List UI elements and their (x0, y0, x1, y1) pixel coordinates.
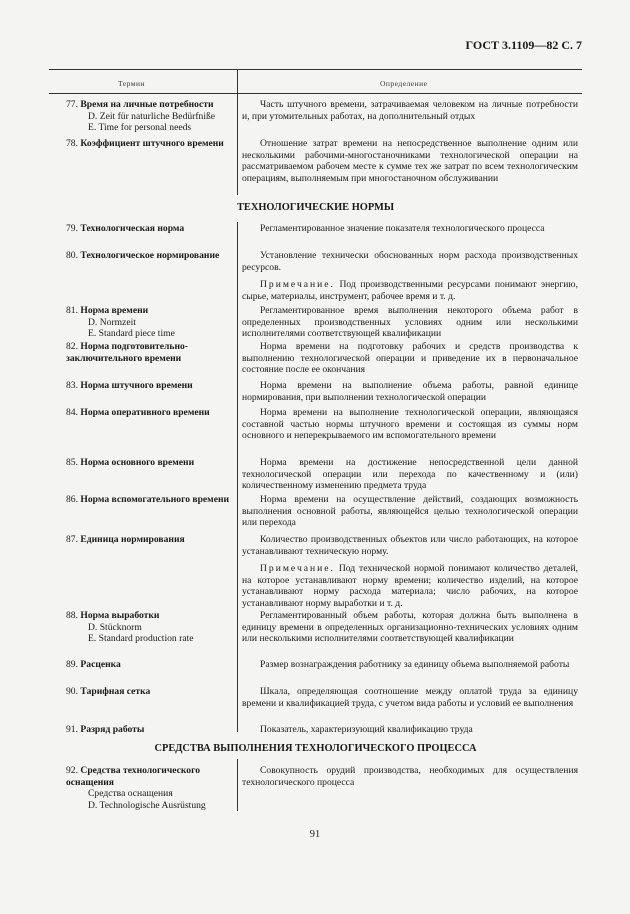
document-page: ГОСТ 3.1109—82 С. 7 Термин Определение 77. Время на личные потребности D. Zeit für naturliche Bedürfniße E. Time for personal needs Часть штучного времени, затрачиваемая человеком на личные потребности и, при утомительных работах, на дополнительный отдых 78. Коэффициент штучного времени Отношение затрат времени на непосредственное выполнение одним или несколькими рабочими-многостаночниками технологической операции на рассматриваемом рабочем месте к сумме тех же затрат по всем технологическим операциям, выполняемым при многостаночном обслуживании ТЕХНОЛОГИЧЕСКИЕ НОРМЫ 79. Технологическая норма Регламентированное значение показателя технологического процесса 80. Технологическое нормирование Установление технически обоснованных норм расхода производственных ресурсов. Примечание. Под производственными ресурсами понимают энергию, сырье, материалы, инструмент, рабочее время и т. д. 81. Норма времени D. Normzeit E. Standard piece time Регламентированное время выполнения некоторого объема работ в определенных производственных условиях одним или несколькими исполнителями соответствующей квалификации 82. Норма подготовительно-заключительного времени Норма времени на подготовку рабочих и средств производства к выполнению технологической операции и приведение их в первоначальное состояние после ее окончания 83. Норма штучного времени Норма времени на выполнение объема работы, равной единице нормирования, при выполнении технологической операции 84. Норма оперативного времени Норма времени на выполнение технологической операции, являющаяся составной частью нормы штучного времени и состоящая из суммы норм основного и неперекрываемого им вспомогательного времени 85. Норма основного времени Норма времени на достижение непосредственной цели данной технологической операции или перехода по качественному и (или) количественному изменению предмета труда 86. Норма вспомогательного времени Норма времени на осуществление действий, создающих возможность выполнения основной работы, являющейся целью технологической операции или перехода 87. Единица нормирования Количество производственных объектов или число работающих, на которое устанавливают техническую норму. Примечание. Под технической нормой понимают количество деталей, на которое устанавливают норму времени; количество изделий, на которое устанавливают норму расхода материала; число рабочих, на которое устанавливают норму выработки и т. д. 88. Норма выработки D. Stücknorm E. Standard production rate Регламентированный объем работы, которая должна быть выполнена в единицу времени в определенных организационно-технических условиях одним или несколькими исполнителями соответствующей квалификации 89. Расценка Размер вознаграждения работнику за единицу объема выполняемой работы 90. Тарифная сетка Шкала, определяющая соотношение между оплатой труда за единицу времени и квалификацией труда, с учетом вида работы и условий ее выполнения 91. Разряд работы Показатель, характеризующий квалификацию труда СРЕДСТВА ВЫПОЛНЕНИЯ ТЕХНОЛОГИЧЕСКОГО ПРОЦЕССА 92. Средства технологического оснащения Средства оснащения D. Technologische Ausrüstung Совокупность орудий производства, необходимых для осуществления технологического процесса 91 (0, 0, 630, 914)
table-top-rule (49, 69, 582, 70)
term-name: Разряд работы (80, 724, 145, 735)
term-name: Время на личные потребности (80, 99, 214, 110)
term-name: Средства технологического оснащения (66, 765, 200, 788)
term-definition: Отношение затрат времени на непосредственное выполнение одним или несколькими рабочими-многостаночниками технологической операции на рассматриваемом рабочем месте к сумме тех же затрат по всем технологическим операциям, выполняемым при многостаночном обслуживании (242, 138, 578, 184)
term-name: Технологическая норма (80, 223, 185, 234)
page-number: 91 (309, 829, 321, 840)
column-header-term: Термин (118, 79, 146, 88)
note-text: Под технической нормой понимают количество деталей, на которое устанавливают норму времени; количество изделий, на которое устанавливают норму расхода материала; число рабочих, на которое устанавливают норму выработки и т. д. (242, 563, 578, 609)
note-label: Примечание. (260, 563, 335, 575)
term-definition: Норма времени на подготовку рабочих и средств производства к выполнению технологической операции и приведение их в первоначальное состояние после ее окончания (242, 341, 578, 376)
term-name: Норма основного времени (80, 457, 195, 468)
column-divider (237, 759, 238, 811)
document-header: ГОСТ 3.1109—82 С. 7 (465, 38, 582, 52)
term-definition: Шкала, определяющая соотношение между оплатой труда за единицу времени и квалификацией труда, с учетом вида работы и условий ее выполнения (242, 686, 578, 709)
term-name: Норма вспомогательного времени (80, 494, 230, 505)
term-name: Расценка (80, 659, 121, 670)
term-name: Единица нормирования (80, 534, 185, 545)
term-name: Норма времени (80, 305, 149, 316)
term-name: Коэффициент штучного времени (80, 138, 224, 149)
term-name: Тарифная сетка (80, 686, 151, 697)
term-name: Норма оперативного времени (80, 407, 210, 418)
term-definition: Норма времени на осуществление действий, создающих возможность выполнения основной работы, являющейся целью технологической операции или перехода (242, 494, 578, 529)
term-definition: Регламентированное значение показателя технологического процесса (260, 223, 545, 234)
note-text: Под производственными ресурсами понимают энергию, сырье, материалы, инструмент, рабочее время и т. д. (242, 279, 578, 302)
column-divider (237, 222, 238, 732)
term-definition: Совокупность орудий производства, необходимых для осуществления технологического процесса (242, 765, 578, 788)
column-divider (237, 69, 238, 195)
term-definition: Регламентированный объем работы, которая должна быть выполнена в единицу времени в определенных организационно-технических условиях одним или несколькими исполнителями соответствующей квалификации (242, 610, 578, 645)
section-heading: СРЕДСТВА ВЫПОЛНЕНИЯ ТЕХНОЛОГИЧЕСКОГО ПРОЦЕССА (154, 743, 477, 754)
section-heading: ТЕХНОЛОГИЧЕСКИЕ НОРМЫ (236, 202, 395, 213)
term-definition: Показатель, характеризующий квалификацию труда (260, 724, 473, 735)
term-definition: Норма времени на достижение непосредственной цели данной технологической операции или перехода по качественному и (или) количественному изменению предмета труда (242, 457, 578, 492)
term-name: Норма штучного времени (80, 380, 193, 391)
term-name: Норма подготовительно-заключительного времени (66, 341, 189, 364)
term-definition: Норма времени на выполнение технологической операции, являющаяся составной частью нормы штучного времени и состоящая из суммы норм основного и неперекрываемого им вспомогательного времени (242, 407, 578, 442)
term-definition: Регламентированное время выполнения некоторого объема работ в определенных производственных условиях одним или несколькими исполнителями соответствующей квалификации (242, 305, 578, 340)
term-definition: Размер вознаграждения работнику за единицу объема выполняемой работы (260, 659, 570, 670)
term-name: Норма выработки (80, 610, 160, 621)
note-label: Примечание. (260, 279, 335, 291)
table-header-rule (49, 93, 582, 94)
column-header-definition: Определение (380, 79, 428, 88)
term-definition: Часть штучного времени, затрачиваемая человеком на личные потребности и, при утомительных работах, на дополнительный отдых (242, 99, 578, 122)
term-definition: Количество производственных объектов или число работающих, на которое устанавливают техническую норму. (242, 534, 578, 557)
term-definition: Норма времени на выполнение объема работы, равной единице нормирования, при выполнении технологической операции (242, 380, 578, 403)
term-definition: Установление технически обоснованных норм расхода производственных ресурсов. (242, 250, 578, 273)
term-name: Технологическое нормирование (80, 250, 220, 261)
